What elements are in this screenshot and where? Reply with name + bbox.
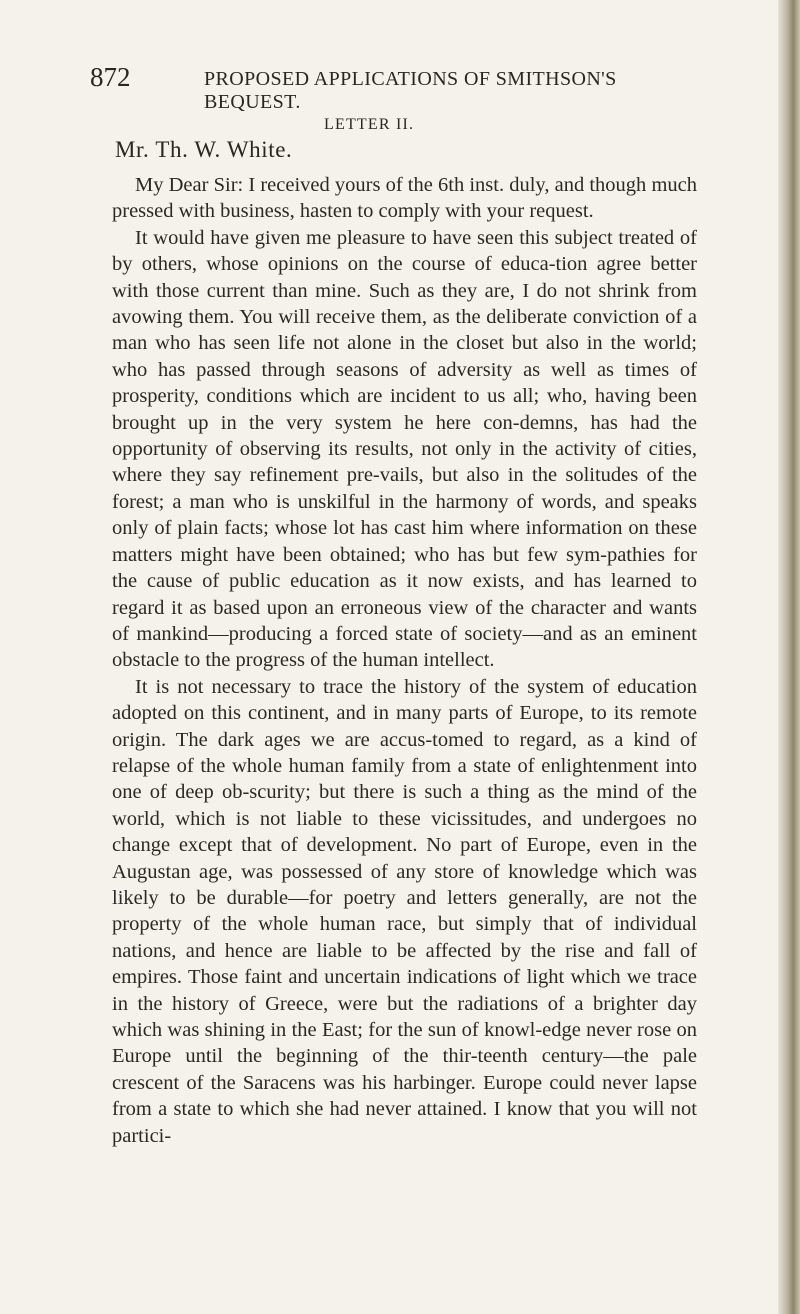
page-edge-shadow [778,0,800,1314]
paragraph: It would have given me pleasure to have seen this subject treated of by others, whose opinions on the course of educa-tion agree better with those current than mine. Such as they are, I do not shrink from avowing them. You will receive them, as the deliberate conviction of a man who has seen life not alone in the closet but also in the world; who has passed through seasons of adversity as well as times of prosperity, conditions which are incident to us all; who, having been brought up in the very system he here con-demns, has had the opportunity of observing its results, not only in the activity of cities, where they say refinement pre-vails, but also in the solitudes of the forest; a man who is unskilful in the harmony of words, and speaks only of plain facts; whose lot has cast him where information on these matters might have been obtained; who has but few sym-pathies for the cause of public education as it now exists, and has learned to regard it as based upon an erroneous view of the character and wants of mankind—producing a forced state of society—and as an eminent obstacle to the progress of the human intellect. [112,226,697,672]
page-number: 872 [90,62,131,92]
letter-heading: LETTER II. [324,116,415,133]
paragraph: My Dear Sir: I received yours of the 6th inst. duly, and though much pressed with business, hasten to comply with your request. [112,174,697,223]
paragraph: It is not necessary to trace the history of the system of education adopted on this continent, and in many parts of Europe, to its remote origin. The dark ages we are accus-tomed to regard, as a kind of relapse of the whole human family from a state of enlightenment into one of deep ob-scurity; but there is such a thing as the mind of the world, which is not liable to these vicissitudes, and undergoes no change except that of development. No part of Europe, even in the Augustan age, was possessed of any store of knowledge which was likely to be durable—for poetry and letters generally, are not the property of the whole human race, but simply that of individual nations, and hence are liable to be affected by the rise and fall of empires. Those faint and uncertain indications of light which we trace in the history of Greece, were but the radiations of a brighter day which was shining in the East; for the sun of knowl-edge never rose on Europe until the beginning of the thir-teenth century—the pale crescent of the Saracens was his harbinger. Europe could never lapse from a state to which she had never attained. I know that you will not partici- [112,675,697,1147]
letter-body [112,172,697,1149]
running-head: PROPOSED APPLICATIONS OF SMITHSON'S BEQUEST. [204,68,617,113]
page-header [90,62,710,113]
letter-addressee: Mr. Th. W. White. [115,137,293,162]
